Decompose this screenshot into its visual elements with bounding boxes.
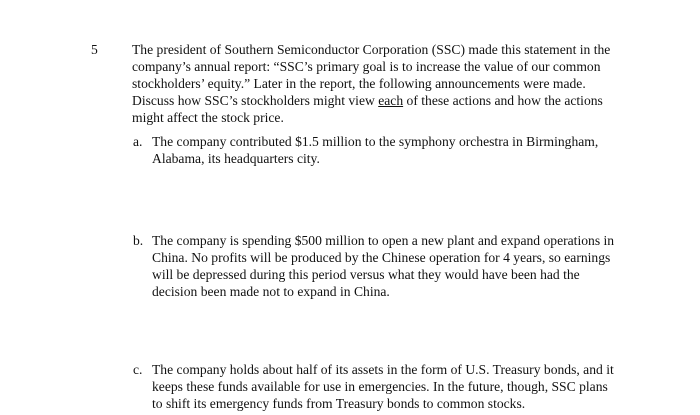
item-line: keeps these funds available for use in emergencies. In the future, though, SSC plans bbox=[152, 379, 608, 394]
emphasis-each: each bbox=[378, 93, 404, 108]
item-line: The company is spending $500 million to open a new plant and expand operations in bbox=[152, 233, 615, 248]
item-line: will be depressed during this period versus what they would have been had the bbox=[152, 267, 580, 282]
item-line: to shift its emergency funds from Treasury bonds to common stocks. bbox=[152, 396, 526, 411]
item-line: Alabama, its headquarters city. bbox=[152, 151, 320, 166]
question-number: 5 bbox=[91, 42, 98, 57]
stem-line bbox=[132, 92, 603, 109]
item-line: China. No profits will be produced by the Chinese operation for 4 years, so earnings bbox=[152, 250, 611, 265]
item-line: The company holds about half of its assets in the form of U.S. Treasury bonds, and it bbox=[152, 362, 614, 377]
stem-text: of these actions and how the actions bbox=[403, 93, 603, 108]
stem-line: stockholders’ equity.” Later in the report, the following announcements were made. bbox=[132, 76, 586, 91]
stem-line: The president of Southern Semiconductor Corporation (SSC) made this statement in the bbox=[132, 42, 611, 57]
stem-line: might affect the stock price. bbox=[132, 110, 284, 125]
stem-line: company’s annual report: “SSC’s primary goal is to increase the value of our common bbox=[132, 59, 601, 74]
item-line: decision been made not to expand in China. bbox=[152, 284, 390, 299]
item-label: c. bbox=[133, 362, 143, 377]
item-label: a. bbox=[133, 134, 143, 149]
item-label: b. bbox=[133, 233, 144, 248]
item-line: The company contributed $1.5 million to the symphony orchestra in Birmingham, bbox=[152, 134, 599, 149]
stem-text: Discuss how SSC’s stockholders might view bbox=[132, 93, 379, 108]
